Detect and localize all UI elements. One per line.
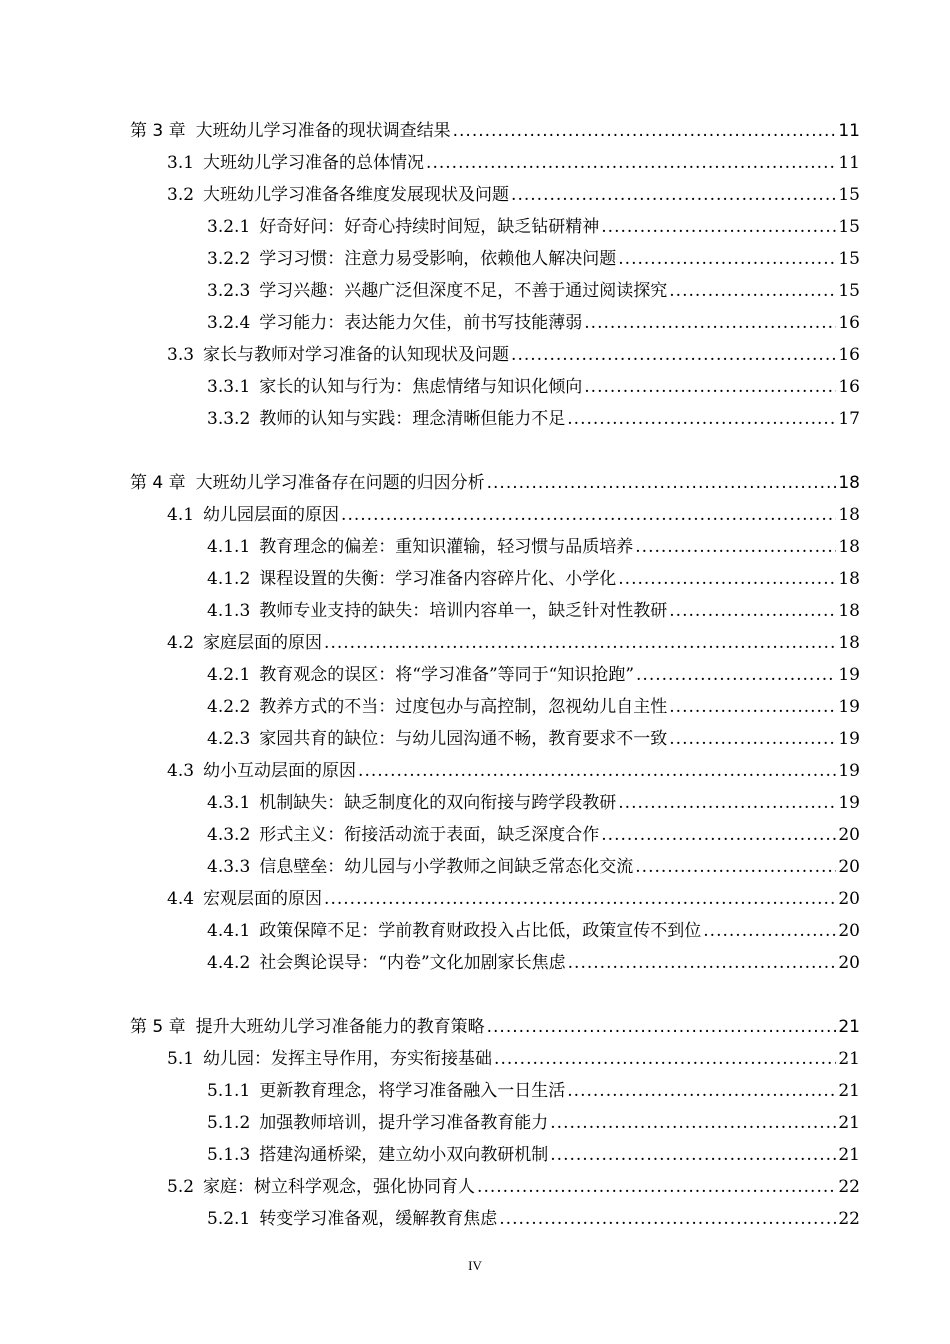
toc-entry-page: 20 xyxy=(838,889,860,909)
toc-entry-sub[interactable] xyxy=(207,664,860,686)
toc-entry-title: 幼小互动层面的原因 xyxy=(203,761,357,781)
toc-entry-page: 18 xyxy=(838,537,860,557)
toc-entry-page: 20 xyxy=(838,953,860,973)
dot-leader xyxy=(341,504,836,526)
toc-entry-section[interactable] xyxy=(167,504,860,526)
toc-entry-section[interactable] xyxy=(167,1048,860,1070)
toc-entry-number: 4.1.1 xyxy=(207,537,251,557)
toc-entry-page: 19 xyxy=(838,793,860,813)
toc-entry-number: 3.2.4 xyxy=(207,313,251,333)
toc-entry-section[interactable] xyxy=(167,184,860,206)
toc-entry-page: 20 xyxy=(838,921,860,941)
dot-leader xyxy=(669,280,836,302)
dot-leader xyxy=(669,600,836,622)
toc-entry-title: 教师的认知与实践：理念清晰但能力不足 xyxy=(259,409,566,429)
toc-entry-title: 机制缺失：缺乏制度化的双向衔接与跨学段教研 xyxy=(259,793,617,813)
toc-entry-section[interactable] xyxy=(167,152,860,174)
toc-entry-number: 4.3.2 xyxy=(207,825,251,845)
toc-entry-title: 加强教师培训，提升学习准备教育能力 xyxy=(259,1113,549,1133)
toc-entry-number: 5.1.3 xyxy=(207,1145,251,1165)
toc-entry-page: 11 xyxy=(838,153,860,173)
dot-leader xyxy=(601,216,836,238)
toc-entry-number: 第 3 章 xyxy=(130,121,186,141)
toc-entry-page: 20 xyxy=(838,857,860,877)
dot-leader xyxy=(635,856,836,878)
toc-entry-title: 家长的认知与行为：焦虑情绪与知识化倾向 xyxy=(259,377,583,397)
toc-entry-chapter[interactable] xyxy=(130,1016,860,1038)
toc-entry-page: 21 xyxy=(838,1113,860,1133)
toc-entry-page: 22 xyxy=(838,1177,860,1197)
toc-entry-number: 4.2 xyxy=(167,633,195,653)
toc-entry-number: 4.3.3 xyxy=(207,857,251,877)
toc-entry-number: 4.3.1 xyxy=(207,793,251,813)
toc-entry-title: 宏观层面的原因 xyxy=(203,889,323,909)
dot-leader xyxy=(324,632,836,654)
toc-entry-sub[interactable] xyxy=(207,792,860,814)
toc-entry-sub[interactable] xyxy=(207,1144,860,1166)
toc-entry-title: 学习习惯：注意力易受影响，依赖他人解决问题 xyxy=(259,249,617,269)
dot-leader xyxy=(511,184,836,206)
toc-entry-number: 3.3.1 xyxy=(207,377,251,397)
toc-entry-page: 15 xyxy=(838,185,860,205)
page-number: IV xyxy=(468,1258,482,1273)
toc-entry-sub[interactable] xyxy=(207,248,860,270)
toc-entry-sub[interactable] xyxy=(207,568,860,590)
toc-entry-sub[interactable] xyxy=(207,952,860,974)
dot-leader xyxy=(487,472,837,494)
toc-entry-sub[interactable] xyxy=(207,408,860,430)
toc-entry-sub[interactable] xyxy=(207,1080,860,1102)
dot-leader xyxy=(584,376,836,398)
toc-entry-sub[interactable] xyxy=(207,728,860,750)
dot-leader xyxy=(635,536,836,558)
toc-entry-title: 大班幼儿学习准备的总体情况 xyxy=(203,153,425,173)
toc-entry-number: 3.1 xyxy=(167,153,195,173)
toc-entry-page: 15 xyxy=(838,217,860,237)
toc-entry-number: 5.1.1 xyxy=(207,1081,251,1101)
toc-entry-page: 19 xyxy=(838,697,860,717)
toc-entry-sub[interactable] xyxy=(207,280,860,302)
toc-entry-title: 转变学习准备观，缓解教育焦虑 xyxy=(259,1209,498,1229)
toc-entry-title: 教养方式的不当：过度包办与高控制，忽视幼儿自主性 xyxy=(259,697,668,717)
toc-entry-title: 信息壁垒：幼儿园与小学教师之间缺乏常态化交流 xyxy=(259,857,634,877)
toc-entry-page: 16 xyxy=(838,377,860,397)
dot-leader xyxy=(477,1176,836,1198)
dot-leader xyxy=(618,568,836,590)
dot-leader xyxy=(669,696,836,718)
toc-entry-sub[interactable] xyxy=(207,216,860,238)
toc-entry-title: 更新教育理念，将学习准备融入一日生活 xyxy=(259,1081,566,1101)
toc-entry-page: 18 xyxy=(838,633,860,653)
toc-entry-title: 学习能力：表达能力欠佳，前书写技能薄弱 xyxy=(259,313,583,333)
dot-leader xyxy=(426,152,836,174)
toc-entry-page: 18 xyxy=(838,569,860,589)
toc-entry-number: 4.3 xyxy=(167,761,195,781)
toc-entry-number: 4.4.2 xyxy=(207,953,251,973)
dot-leader xyxy=(703,920,836,942)
toc-entry-chapter[interactable] xyxy=(130,472,860,494)
toc-entry-page: 18 xyxy=(838,505,860,525)
toc-entry-title: 学习兴趣：兴趣广泛但深度不足，不善于通过阅读探究 xyxy=(259,281,668,301)
toc-entry-title: 幼儿园层面的原因 xyxy=(203,505,340,525)
toc-entry-number: 4.4.1 xyxy=(207,921,251,941)
toc-entry-title: 家园共育的缺位：与幼儿园沟通不畅，教育要求不一致 xyxy=(259,729,668,749)
dot-leader xyxy=(568,952,837,974)
toc-entry-section[interactable] xyxy=(167,1176,860,1198)
toc-entry-title: 家庭层面的原因 xyxy=(203,633,323,653)
toc-entry-number: 3.3.2 xyxy=(207,409,251,429)
dot-leader xyxy=(511,344,836,366)
dot-leader xyxy=(567,408,836,430)
toc-entry-title: 好奇好问：好奇心持续时间短，缺乏钻研精神 xyxy=(259,217,600,237)
toc-entry-page: 18 xyxy=(838,473,860,493)
toc-entry-section[interactable] xyxy=(167,760,860,782)
toc-entry-section[interactable] xyxy=(167,632,860,654)
toc-entry-title: 社会舆论误导：“内卷”文化加剧家长焦虑 xyxy=(259,953,566,973)
toc-entry-page: 11 xyxy=(838,121,860,141)
dot-leader xyxy=(636,664,836,686)
toc-entry-number: 5.1.2 xyxy=(207,1113,251,1133)
toc-entry-page: 15 xyxy=(838,249,860,269)
toc-entry-title: 大班幼儿学习准备存在问题的归因分析 xyxy=(195,473,485,493)
toc-entry-section[interactable] xyxy=(167,888,860,910)
toc-entry-sub[interactable] xyxy=(207,536,860,558)
toc-entry-title: 大班幼儿学习准备的现状调查结果 xyxy=(195,121,451,141)
toc-entry-number: 3.2.1 xyxy=(207,217,251,237)
toc-entry-number: 4.1 xyxy=(167,505,195,525)
toc-entry-number: 第 5 章 xyxy=(130,1017,186,1037)
toc-entry-title: 教育观念的误区：将“学习准备”等同于“知识抢跑” xyxy=(259,665,635,685)
toc-entry-number: 4.4 xyxy=(167,889,195,909)
toc-entry-number: 4.1.2 xyxy=(207,569,251,589)
toc-entry-page: 18 xyxy=(838,601,860,621)
dot-leader xyxy=(669,728,836,750)
toc-entry-sub[interactable] xyxy=(207,312,860,334)
toc-entry-number: 5.2 xyxy=(167,1177,195,1197)
toc-entry-page: 16 xyxy=(838,345,860,365)
toc-entry-number: 5.1 xyxy=(167,1049,195,1069)
dot-leader xyxy=(601,824,836,846)
toc-entry-title: 大班幼儿学习准备各维度发展现状及问题 xyxy=(203,185,510,205)
dot-leader xyxy=(584,312,836,334)
toc-entry-title: 幼儿园：发挥主导作用，夯实衔接基础 xyxy=(203,1049,493,1069)
toc-entry-page: 22 xyxy=(838,1209,860,1229)
toc-entry-sub[interactable] xyxy=(207,376,860,398)
toc-entry-number: 4.2.2 xyxy=(207,697,251,717)
toc-entry-page: 21 xyxy=(838,1145,860,1165)
toc-entry-section[interactable] xyxy=(167,344,860,366)
toc-entry-title: 形式主义：衔接活动流于表面，缺乏深度合作 xyxy=(259,825,600,845)
dot-leader xyxy=(499,1208,836,1230)
dot-leader xyxy=(487,1016,837,1038)
toc-entry-number: 5.2.1 xyxy=(207,1209,251,1229)
toc-entry-sub[interactable] xyxy=(207,600,860,622)
toc-entry-sub[interactable] xyxy=(207,1208,860,1230)
toc-entry-page: 21 xyxy=(838,1081,860,1101)
toc-entry-title: 搭建沟通桥梁，建立幼小双向教研机制 xyxy=(259,1145,549,1165)
toc-entry-number: 4.2.1 xyxy=(207,665,251,685)
dot-leader xyxy=(618,248,836,270)
toc-entry-page: 19 xyxy=(838,761,860,781)
toc-entry-title: 政策保障不足：学前教育财政投入占比低，政策宣传不到位 xyxy=(259,921,702,941)
toc-entry-page: 17 xyxy=(838,409,860,429)
dot-leader xyxy=(324,888,836,910)
toc-entry-sub[interactable] xyxy=(207,920,860,942)
toc-entry-sub[interactable] xyxy=(207,824,860,846)
dot-leader xyxy=(358,760,836,782)
toc-entry-page: 19 xyxy=(838,729,860,749)
toc-entry-page: 16 xyxy=(838,313,860,333)
toc-entry-number: 3.2.2 xyxy=(207,249,251,269)
dot-leader xyxy=(618,792,836,814)
toc-entry-number: 4.1.3 xyxy=(207,601,251,621)
toc-entry-number: 4.2.3 xyxy=(207,729,251,749)
toc-entry-sub[interactable] xyxy=(207,696,860,718)
dot-leader xyxy=(550,1144,836,1166)
toc-entry-title: 提升大班幼儿学习准备能力的教育策略 xyxy=(195,1017,485,1037)
toc-entry-title: 家庭：树立科学观念，强化协同育人 xyxy=(203,1177,476,1197)
toc-entry-number: 第 4 章 xyxy=(130,473,186,493)
toc-entry-number: 3.2.3 xyxy=(207,281,251,301)
toc-entry-page: 19 xyxy=(838,665,860,685)
toc-entry-chapter[interactable] xyxy=(130,120,860,142)
toc-entry-number: 3.2 xyxy=(167,185,195,205)
toc-entry-number: 3.3 xyxy=(167,345,195,365)
toc-entry-page: 21 xyxy=(838,1049,860,1069)
toc-entry-page: 15 xyxy=(838,281,860,301)
toc-entry-sub[interactable] xyxy=(207,856,860,878)
toc-entry-page: 21 xyxy=(838,1017,860,1037)
toc-entry-sub[interactable] xyxy=(207,1112,860,1134)
toc-entry-title: 家长与教师对学习准备的认知现状及问题 xyxy=(203,345,510,365)
dot-leader xyxy=(550,1112,836,1134)
toc-entry-title: 教育理念的偏差：重知识灌输，轻习惯与品质培养 xyxy=(259,537,634,557)
toc-entry-title: 教师专业支持的缺失：培训内容单一，缺乏针对性教研 xyxy=(259,601,668,621)
dot-leader xyxy=(453,120,837,142)
toc-entry-title: 课程设置的失衡：学习准备内容碎片化、小学化 xyxy=(259,569,617,589)
dot-leader xyxy=(567,1080,836,1102)
toc-entry-page: 20 xyxy=(838,825,860,845)
dot-leader xyxy=(494,1048,836,1070)
